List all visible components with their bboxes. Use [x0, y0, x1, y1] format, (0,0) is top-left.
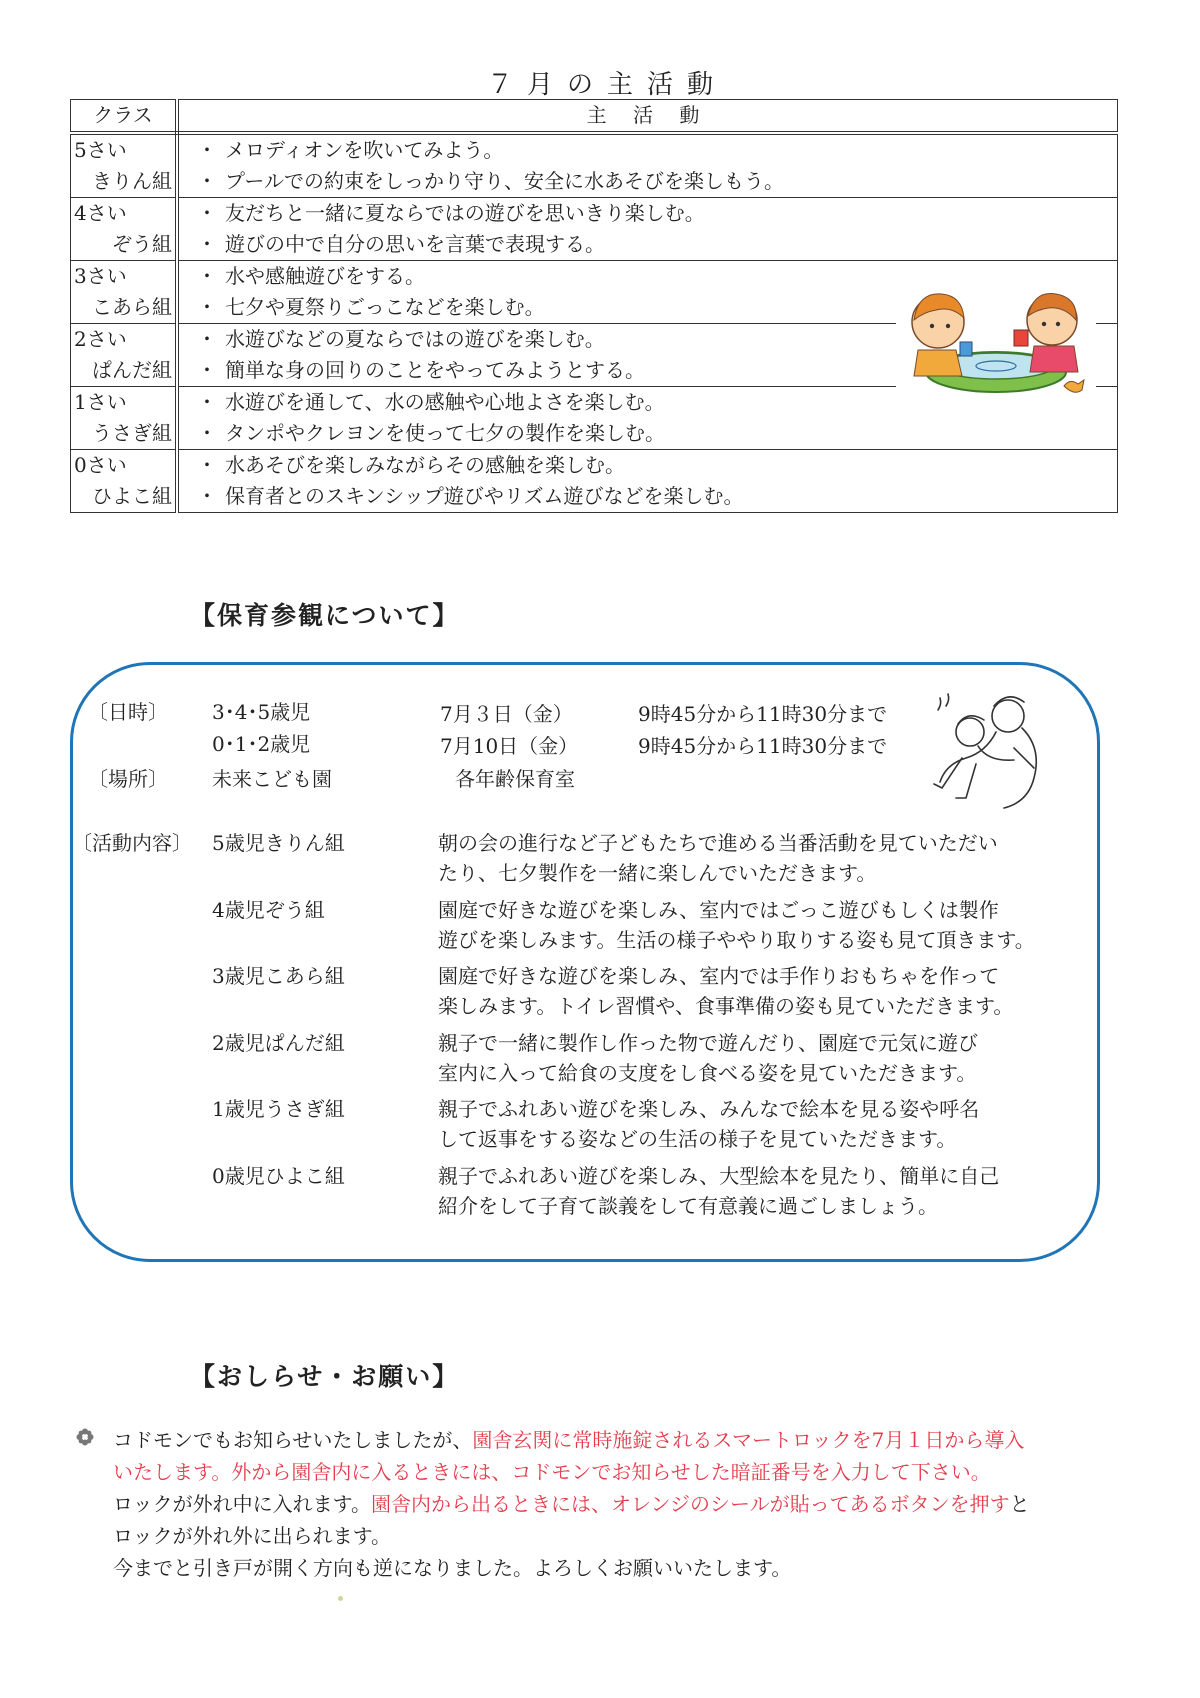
session-ages: 0･1･2歳児 [212, 732, 311, 756]
session-time: 9時45分から11時30分まで [638, 702, 888, 726]
activity-item: ・ 水あそびを楽しみながらその感触を楽しむ。 [179, 450, 1117, 481]
notice-text-plain: ロックが外れ外に出られます。 [113, 1524, 391, 1548]
class-cell [71, 133, 178, 198]
activity-item: ・ 水や感触遊びをする。 [179, 261, 1117, 292]
content-description [438, 895, 1110, 955]
class-name: ひよこ組 [92, 484, 172, 508]
activity-item: ・ 遊びの中で自分の思いを言葉で表現する。 [179, 229, 1117, 260]
session-ages: 3･4･5歳児 [212, 700, 311, 724]
activity-cell [177, 198, 1118, 261]
class-cell [71, 261, 178, 324]
content-label: 〔活動内容〕 [72, 831, 192, 855]
activity-item: ・ 水遊びなどの夏ならではの遊びを楽しむ。 [179, 324, 1117, 355]
session-date: 7月３日（金） [440, 702, 573, 726]
content-description-line: 親子でふれあい遊びを楽しみ、大型絵本を見たり、簡単に自己 [438, 1163, 1000, 1188]
content-description-line: 室内に入って給食の支度をし食べる姿を見ていただきます。 [438, 1060, 977, 1085]
notice-text-highlight: 園舎玄関に常時施錠されるスマートロックを7月１日から導入 [472, 1428, 1025, 1452]
class-cell [71, 450, 178, 513]
content-description [438, 828, 1110, 888]
place-label: 〔場所〕 [88, 767, 168, 791]
content-description-line: 園庭で好きな遊びを楽しみ、室内では手作りおもちゃを作って [438, 964, 1000, 988]
class-name: こあら組 [92, 295, 172, 319]
activity-item: ・ 保育者とのスキンシップ遊びやリズム遊びなどを楽しむ。 [179, 481, 1117, 512]
notice-text-plain: と [1009, 1492, 1030, 1516]
notice-text-highlight: 園舎内から出るときには、オレンジのシールが貼ってあるボタンを押す [371, 1492, 1010, 1516]
class-age: 5さい [74, 138, 127, 162]
content-description-line: 楽しみます。トイレ習慣や、食事準備の姿も見ていただきます。 [438, 994, 1014, 1018]
activity-item: ・ 水遊びを通して、水の感触や心地よさを楽しむ。 [179, 387, 1117, 418]
content-class-name: 5歳児きりん組 [212, 831, 345, 855]
content-description [438, 1161, 1110, 1221]
content-description-line: たり、七夕製作を一緒に楽しんでいただきます。 [438, 861, 877, 885]
class-age: 1さい [74, 390, 127, 414]
class-age: 4さい [74, 201, 127, 225]
notice-heading: 【おしらせ・お願い】 [190, 1362, 460, 1391]
notice-text-highlight: いたします。外から園舎内に入るときには、コドモンでお知らせした暗証番号を入力して下さい。 [113, 1460, 991, 1484]
activity-column-header: 主 活 動 [177, 100, 1118, 134]
scan-speck [338, 1596, 343, 1601]
kids-water-play-illustration [896, 280, 1096, 408]
content-class-name: 0歳児ひよこ組 [212, 1163, 345, 1188]
class-column-header: クラス [71, 100, 178, 134]
class-name: きりん組 [92, 169, 172, 193]
content-description-line: して返事をする姿などの生活の様子を見ていただきます。 [438, 1127, 957, 1151]
activity-cell [177, 450, 1118, 513]
class-name: ぱんだ組 [92, 358, 172, 382]
content-description-line: 紹介をして子育て談義をして有意義に過ごしましょう。 [438, 1193, 938, 1218]
class-age: 3さい [74, 264, 127, 288]
activity-item: ・ プールでの約束をしっかり守り、安全に水あそびを楽しもう。 [179, 166, 1117, 197]
content-class-name: 3歳児こあら組 [212, 964, 345, 988]
parent-child-illustration [918, 688, 1068, 818]
content-description-line: 親子でふれあい遊びを楽しみ、みんなで絵本を見る姿や呼名 [438, 1097, 980, 1121]
content-description [438, 961, 1110, 1021]
table-header-row [71, 100, 1118, 134]
date-label: 〔日時〕 [88, 700, 168, 724]
content-description-line: 園庭で好きな遊びを楽しみ、室内ではごっこ遊びもしくは製作 [438, 897, 999, 922]
activity-item: ・ 友だちと一緒に夏ならではの遊びを思いきり楽しむ。 [179, 198, 1117, 229]
class-age: 2さい [74, 327, 127, 351]
place-name: 未来こども園 [212, 767, 332, 791]
activity-row [71, 450, 1118, 513]
content-class-name: 4歳児ぞう組 [212, 897, 325, 922]
class-name: うさぎ組 [92, 421, 172, 445]
notice-text [113, 1424, 1113, 1584]
content-description-line: 遊びを楽しみます。生活の様子ややり取りする姿も見て頂きます。 [438, 927, 1035, 952]
content-description-line: 朝の会の進行など子どもたちで進める当番活動を見ていただい [438, 831, 998, 855]
observation-heading: 【保育参観について】 [190, 601, 460, 630]
content-class-name: 1歳児うさぎ組 [212, 1097, 345, 1121]
activity-item: ・ 簡単な身の回りのことをやってみようとする。 [179, 355, 1117, 386]
activity-item: ・ タンポやクレヨンを使って七夕の製作を楽しむ。 [179, 418, 1117, 449]
session-time: 9時45分から11時30分まで [638, 734, 888, 758]
content-description [438, 1094, 1110, 1154]
activity-row [71, 133, 1118, 198]
content-description-line: 親子で一緒に製作し作った物で遊んだり、園庭で元気に遊び [438, 1030, 978, 1055]
activity-item: ・ メロディオンを吹いてみよう。 [179, 135, 1117, 166]
session-date: 7月10日（金） [440, 734, 579, 758]
class-cell [71, 387, 178, 450]
content-class-name: 2歳児ぱんだ組 [212, 1030, 345, 1055]
activity-cell [177, 133, 1118, 198]
class-cell [71, 324, 178, 387]
content-description [438, 1028, 1110, 1088]
notice-text-plain: 今までと引き戸が開く方向も逆になりました。よろしくお願いいたします。 [113, 1556, 792, 1580]
class-cell [71, 198, 178, 261]
notice-text-plain: コドモンでもお知らせいたしましたが、 [113, 1428, 473, 1452]
notice-text-plain: ロックが外れ中に入れます。 [113, 1492, 371, 1516]
place-room: 各年齢保育室 [455, 767, 575, 791]
activity-item: ・ 七夕や夏祭りごっこなどを楽しむ。 [179, 292, 1117, 323]
activity-row [71, 198, 1118, 261]
flower-bullet-icon [76, 1428, 94, 1446]
class-age: 0さい [74, 453, 127, 477]
class-name: ぞう組 [112, 232, 172, 256]
table-title: ７月の主活動 [486, 70, 727, 100]
